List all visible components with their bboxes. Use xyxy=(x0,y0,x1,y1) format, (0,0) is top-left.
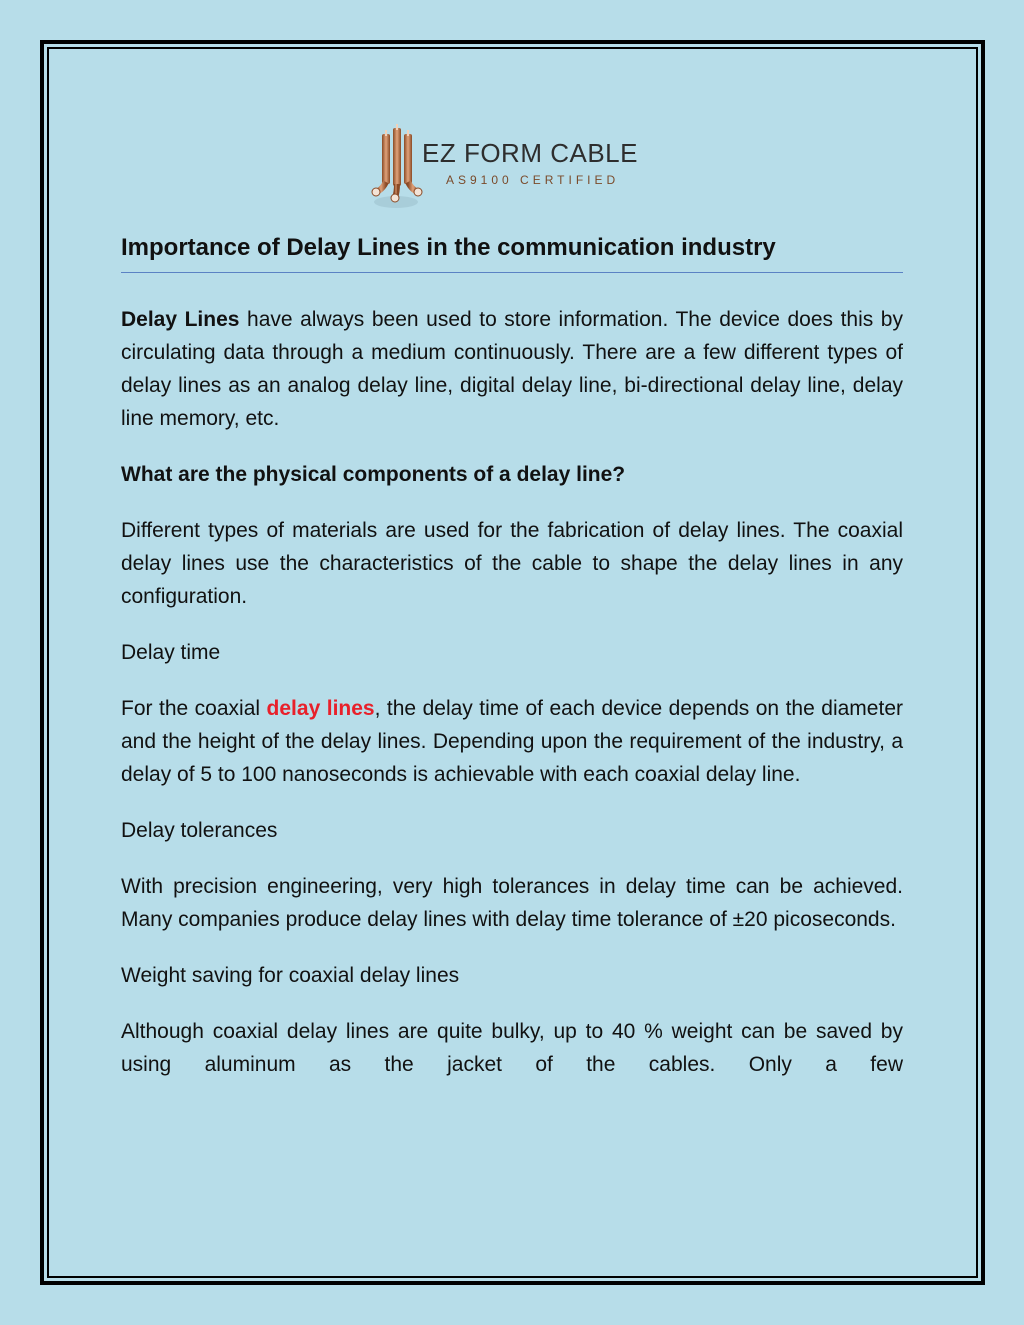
logo-title: EZ FORM CABLE xyxy=(422,138,638,168)
document-title: Importance of Delay Lines in the communication industry xyxy=(121,230,903,273)
intro-text: have always been used to store information. The device does this by circulating data through a medium continuously. There are a few different types of delay lines as an analog delay line, digital delay line, bi-directional delay line, delay line memory, etc. xyxy=(121,308,903,430)
delay-time-post: , the delay time of each device depends on the diameter and the height of the delay lines. Depending upon the requirement of the industry, a delay of 5 to 100 nanoseconds is achievable with each coaxial delay line. xyxy=(121,697,903,786)
intro-paragraph xyxy=(121,303,903,435)
heading-delay-time: Delay time xyxy=(121,641,221,664)
delay-lines-link[interactable]: delay lines xyxy=(266,697,375,720)
delay-time-pre: For the coaxial xyxy=(121,697,267,720)
heading-tolerances: Delay tolerances xyxy=(121,819,278,842)
heading-weight: Weight saving for coaxial delay lines xyxy=(121,964,460,987)
company-logo xyxy=(368,120,638,215)
delay-time-paragraph xyxy=(121,692,903,791)
heading-components: What are the physical components of a delay line? xyxy=(121,463,626,486)
intro-lead: Delay Lines xyxy=(121,308,240,331)
tolerances-paragraph: With precision engineering, very high tolerances in delay time can be achieved. Many companies produce delay lines with delay time tolerance of ±20 picoseconds. xyxy=(121,875,903,931)
materials-paragraph: Different types of materials are used for the fabrication of delay lines. The coaxial delay lines use the characteristics of the cable to shape the delay lines in any configuration. xyxy=(121,519,903,608)
weight-paragraph: Although coaxial delay lines are quite bulky, up to 40 % weight can be saved by using aluminum as the jacket of the cables. Only a few xyxy=(121,1020,903,1076)
logo-subtitle: AS9100 CERTIFIED xyxy=(446,173,620,187)
document-body xyxy=(121,230,903,1081)
coaxial-cable-bundle-icon xyxy=(368,120,428,215)
